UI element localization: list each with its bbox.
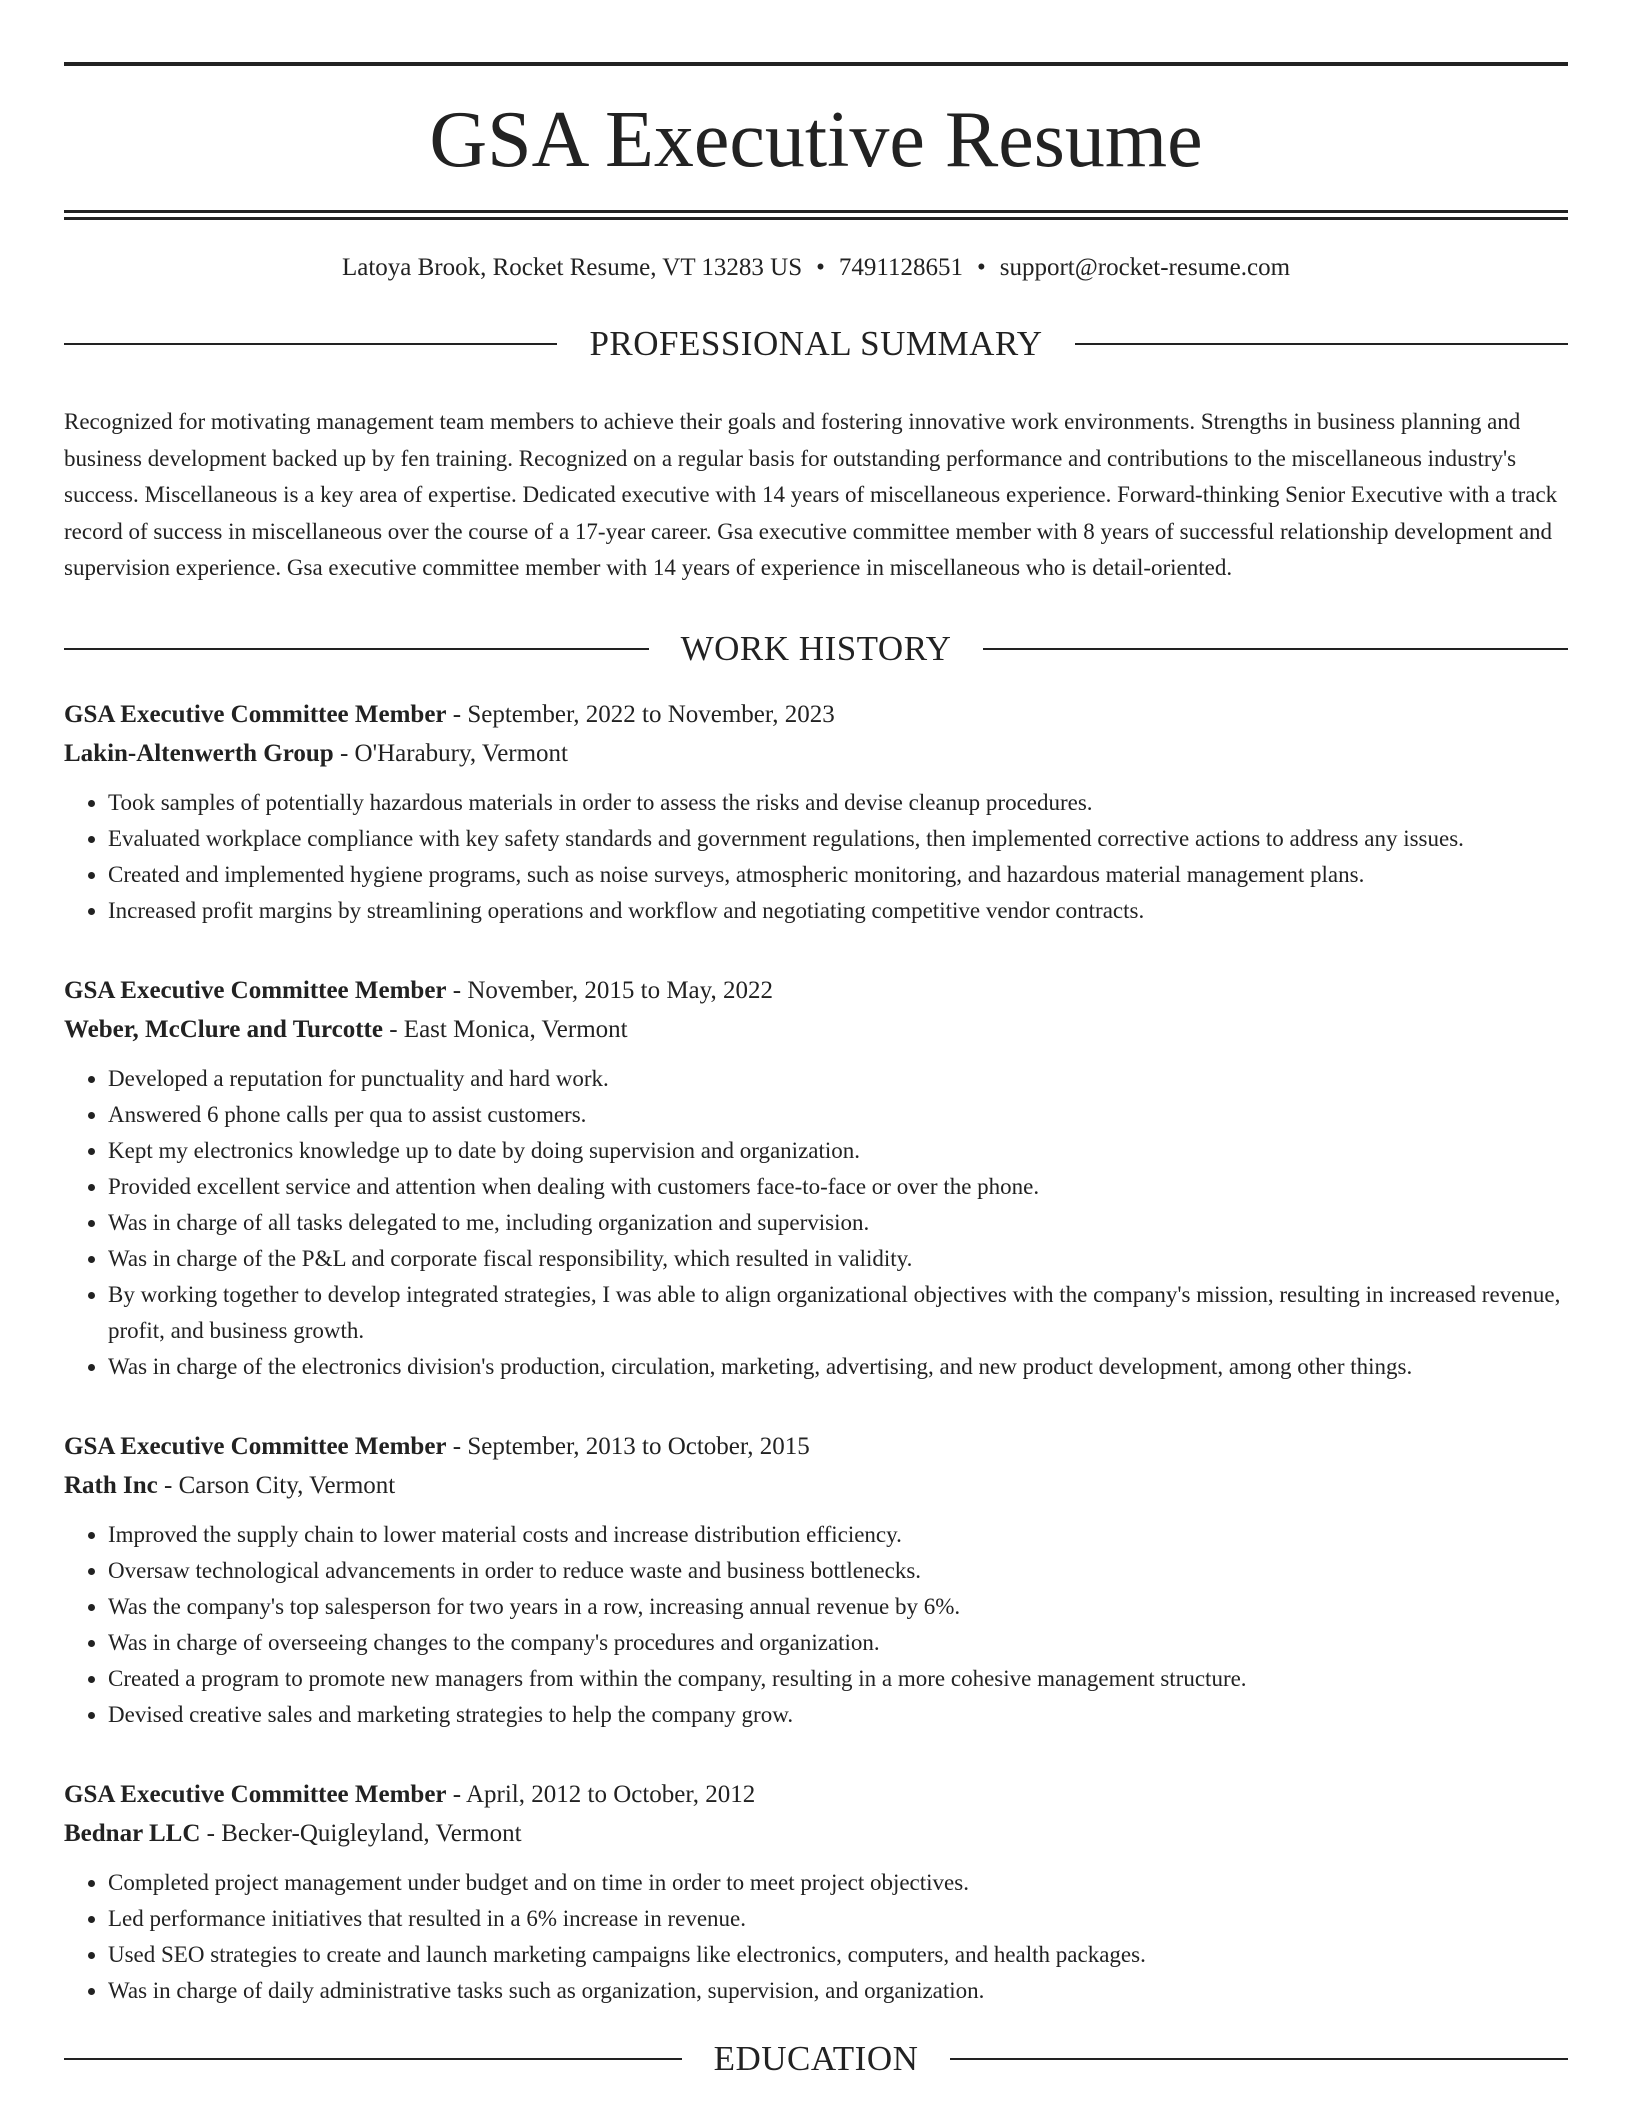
duty-item: • Kept my electronics knowledge up to date by doing supervision and organization. (108, 1133, 1568, 1169)
work-history-heading (64, 629, 1568, 669)
heading-rule-right (983, 648, 1568, 650)
work-history-heading-label: WORK HISTORY (680, 628, 952, 668)
education-heading (64, 2039, 1568, 2079)
job-location: - East Monica, Vermont (382, 1015, 628, 1043)
job-dates: - November, 2015 to May, 2022 (446, 976, 774, 1004)
heading-rule-right (1075, 343, 1568, 345)
job-entry (64, 695, 1568, 929)
duty-item: • Improved the supply chain to lower material costs and increase distribution efficiency. (108, 1517, 1568, 1553)
duty-item: • Completed project management under budget and on time in order to meet project objectives. (108, 1865, 1568, 1901)
job-entry (64, 971, 1568, 1385)
duty-item: • Was in charge of all tasks delegated to me, including organization and supervision. (108, 1205, 1568, 1241)
contact-email: support@rocket-resume.com (999, 254, 1291, 281)
job-entry (64, 1427, 1568, 1733)
duty-item: • Created and implemented hygiene programs, such as noise surveys, atmospheric monitoring, and hazardous material management plans. (108, 857, 1568, 893)
job-title: GSA Executive Committee Member (64, 976, 447, 1004)
contact-separator: • (976, 254, 986, 281)
duty-item: • Devised creative sales and marketing strategies to help the company grow. (108, 1697, 1568, 1733)
job-dates: - April, 2012 to October, 2012 (446, 1780, 756, 1808)
job-location: - Becker-Quigleyland, Vermont (200, 1819, 522, 1847)
duty-item: • Oversaw technological advancements in order to reduce waste and business bottlenecks. (108, 1553, 1568, 1589)
job-company-line (64, 1814, 1568, 1853)
duty-item: • Led performance initiatives that resulted in a 6% increase in revenue. (108, 1901, 1568, 1937)
duty-item: • Answered 6 phone calls per qua to assist customers. (108, 1097, 1568, 1133)
duty-item: • Was in charge of the electronics division's production, circulation, marketing, advertising, and new product development, among other things. (108, 1349, 1568, 1385)
job-company: Weber, McClure and Turcotte (64, 1015, 383, 1043)
job-duties (64, 1865, 1568, 2009)
title-double-rule (64, 210, 1568, 220)
job-duties (64, 785, 1568, 929)
job-entry (64, 1775, 1568, 2009)
job-dates: - September, 2013 to October, 2015 (446, 1432, 810, 1460)
job-location: - O'Harabury, Vermont (333, 739, 569, 767)
job-company-line (64, 1466, 1568, 1505)
duty-item: • Was in charge of overseeing changes to the company's procedures and organization. (108, 1625, 1568, 1661)
heading-rule-left (64, 648, 649, 650)
top-rule (64, 62, 1568, 66)
job-company: Lakin-Altenwerth Group (64, 739, 334, 767)
duty-item: • Created a program to promote new managers from within the company, resulting in a more cohesive management structure. (108, 1661, 1568, 1697)
job-title-line (64, 1427, 1568, 1466)
contact-line (64, 254, 1568, 282)
contact-address: Latoya Brook, Rocket Resume, VT 13283 US (341, 254, 803, 281)
job-title: GSA Executive Committee Member (64, 1780, 447, 1808)
summary-text: Recognized for motivating management team members to achieve their goals and fostering innovative work environments. Strengths in business planning and business development backed up by fen training. Recognized on a regular basis for outstanding performance and contributions to the miscellaneous industry's success. Miscellaneous is a key area of expertise. Dedicated executive with 14 years of miscellaneous experience. Forward-thinking Senior Executive with a track record of success in miscellaneous over the course of a 17-year career. Gsa executive committee member with 8 years of successful relationship development and supervision experience. Gsa executive committee member with 14 years of experience in miscellaneous who is detail-oriented. (64, 409, 1558, 580)
duty-item: • Was in charge of the P&L and corporate fiscal responsibility, which resulted in validity. (108, 1241, 1568, 1277)
education-heading-label: EDUCATION (713, 2038, 919, 2078)
summary-heading-label: PROFESSIONAL SUMMARY (589, 324, 1043, 363)
job-company-line (64, 734, 1568, 773)
duty-item: • Was in charge of daily administrative tasks such as organization, supervision, and organization. (108, 1973, 1568, 2009)
heading-rule-right (950, 2058, 1568, 2060)
job-duties (64, 1061, 1568, 1385)
job-title-line (64, 695, 1568, 734)
job-duties (64, 1517, 1568, 1733)
job-location: - Carson City, Vermont (157, 1471, 396, 1499)
contact-phone: 7491128651 (838, 254, 963, 281)
job-company-line (64, 1010, 1568, 1049)
duty-item: • Evaluated workplace compliance with key safety standards and government regulations, then implemented corrective actions to address any issues. (108, 821, 1568, 857)
job-title: GSA Executive Committee Member (64, 1432, 447, 1460)
contact-separator: • (816, 254, 825, 281)
duty-item: • Provided excellent service and attention when dealing with customers face-to-face or over the phone. (108, 1169, 1568, 1205)
heading-rule-left (64, 343, 557, 345)
summary-heading (64, 324, 1568, 364)
duty-item: • Was the company's top salesperson for two years in a row, increasing annual revenue by 6%. (108, 1589, 1568, 1625)
job-title: GSA Executive Committee Member (64, 700, 447, 728)
job-title-line (64, 1775, 1568, 1814)
job-company: Rath Inc (64, 1471, 158, 1499)
duty-item: • Developed a reputation for punctuality and hard work. (108, 1061, 1568, 1097)
duty-item: • Used SEO strategies to create and launch marketing campaigns like electronics, computers, and health packages. (108, 1937, 1568, 1973)
job-title-line (64, 971, 1568, 1010)
job-dates: - September, 2022 to November, 2023 (446, 700, 835, 728)
duty-item: • Took samples of potentially hazardous materials in order to assess the risks and devise cleanup procedures. (108, 785, 1568, 821)
heading-rule-left (64, 2058, 682, 2060)
duty-item: • Increased profit margins by streamlining operations and workflow and negotiating competitive vendor contracts. (108, 893, 1568, 929)
resume-title: GSA Executive Resume (429, 96, 1203, 184)
job-company: Bednar LLC (64, 1819, 201, 1847)
duty-item: • By working together to develop integrated strategies, I was able to align organizational objectives with the company's mission, resulting in increased revenue, profit, and business growth. (108, 1277, 1568, 1349)
